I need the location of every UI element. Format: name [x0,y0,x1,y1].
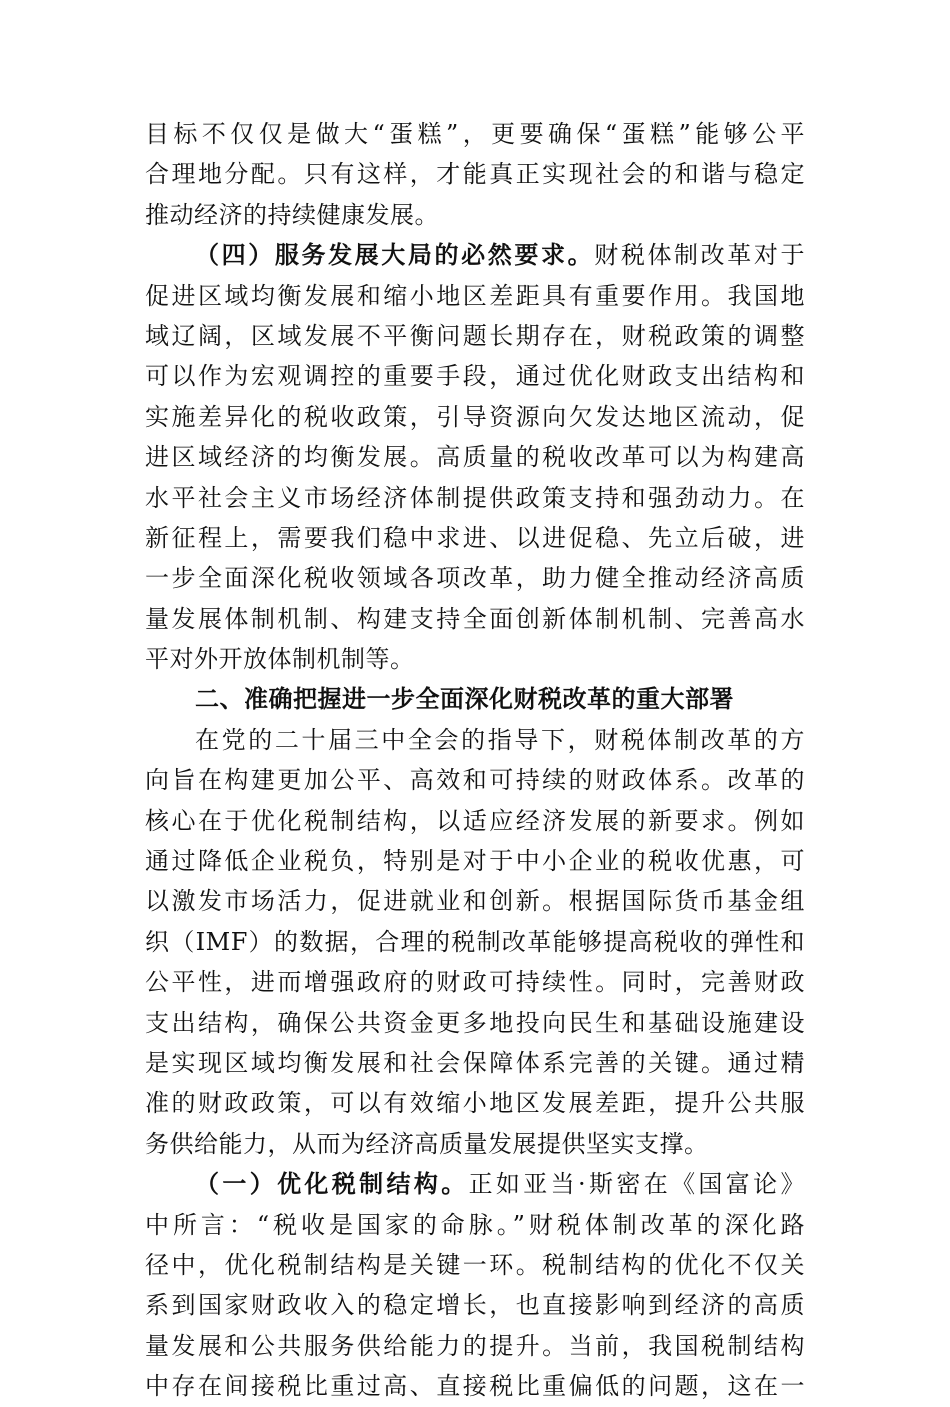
paragraph-line: 织（IMF）的数据，合理的税制改革能够提高税收的弹性和 [145,927,805,956]
paragraph-line: 径中，优化税制结构是关键一环。税制结构的优化不仅关 [145,1250,805,1279]
paragraph-line: 量发展体制机制、构建支持全面创新体制机制、完善高水 [145,604,805,633]
paragraph-line: 合理地分配。只有这样，才能真正实现社会的和谐与稳定 [145,160,805,189]
paragraph-line: 系到国家财政收入的稳定增长，也直接影响到经济的高质 [145,1291,805,1320]
paragraph-line: 可以作为宏观调控的重要手段，通过优化财政支出结构和 [145,362,805,391]
paragraph-line: 量发展和公共服务供给能力的提升。当前，我国税制结构 [145,1331,805,1360]
paragraph-line: 目标不仅仅是做大“蛋糕”，更要确保“蛋糕”能够公平 [145,120,805,148]
paragraph-line: 推动经济的持续健康发展。 [145,200,439,229]
paragraph-text: 正如亚当·斯密在《国富论》 [468,1170,805,1199]
paragraph-line: 在党的二十届三中全会的指导下，财税体制改革的方 [195,725,805,754]
paragraph-line: 通过降低企业税负，特别是对于中小企业的税收优惠，可 [145,847,805,876]
paragraph-line [145,235,805,275]
paragraph-line: 域辽阔，区域发展不平衡问题长期存在，财税政策的调整 [145,321,805,350]
section-subheading-four: （四）服务发展大局的必然要求。 [195,240,595,270]
paragraph-line: 公平性，进而增强政府的财政可持续性。同时，完善财政 [145,968,805,997]
paragraph-line: 一步全面深化税收领域各项改革，助力健全推动经济高质 [145,564,805,593]
paragraph-line: 支出结构，确保公共资金更多地投向民生和基础设施建设 [145,1008,805,1037]
paragraph-line: 中存在间接税比重过高、直接税比重偏低的问题，这在一 [145,1372,805,1401]
paragraph-line: 促进区域均衡发展和缩小地区差距具有重要作用。我国地 [145,281,805,310]
paragraph-text: 财税体制改革对于 [594,241,805,270]
paragraph-line: 准的财政政策，可以有效缩小地区发展差距，提升公共服 [145,1089,805,1118]
paragraph-line: 实施差异化的税收政策，引导资源向欠发达地区流动，促 [145,402,805,431]
paragraph-line: 向旨在构建更加公平、高效和可持续的财政体系。改革的 [145,766,805,795]
document-body [145,114,805,1407]
section-heading: 二、准确把握进一步全面深化财税改革的重大部署 [195,685,734,714]
section-subheading-one: （一）优化税制结构。 [195,1169,469,1199]
paragraph-line [145,1164,805,1204]
paragraph-line: 进区域经济的均衡发展。高质量的税收改革可以为构建高 [145,443,805,472]
paragraph-line: 水平社会主义市场经济体制提供政策支持和强劲动力。在 [145,483,805,512]
paragraph-line: 是实现区域均衡发展和社会保障体系完善的关键。通过精 [145,1048,805,1077]
paragraph-line: 平对外开放体制机制等。 [145,645,415,674]
paragraph-line: 新征程上，需要我们稳中求进、以进促稳、先立后破，进 [145,523,805,552]
paragraph-line: 中所言：“税收是国家的命脉。”财税体制改革的深化路 [145,1210,805,1239]
paragraph-line: 以激发市场活力，促进就业和创新。根据国际货币基金组 [145,887,805,916]
paragraph-line: 务供给能力，从而为经济高质量发展提供坚实支撑。 [145,1129,709,1158]
paragraph-line: 核心在于优化税制结构，以适应经济发展的新要求。例如 [145,806,805,835]
